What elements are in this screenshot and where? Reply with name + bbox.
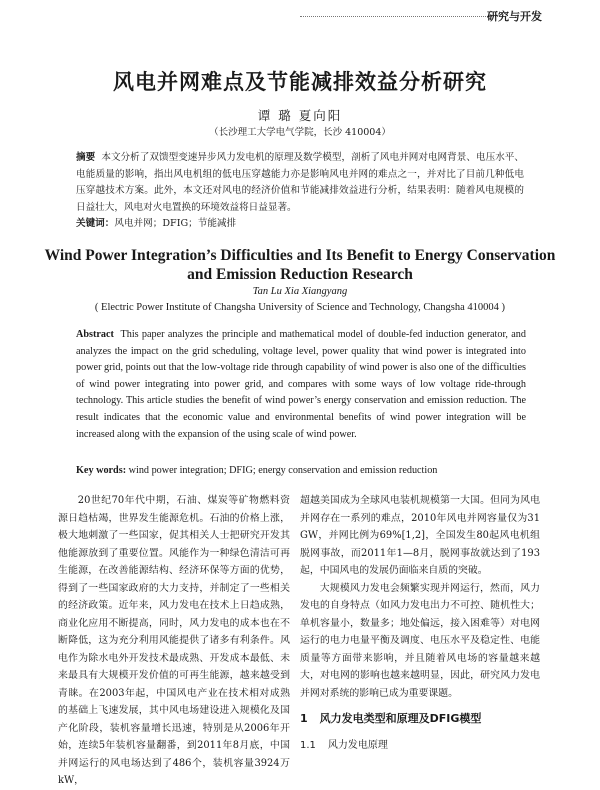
body-paragraph: 大规模风力发电会频繁实现并网运行，然而，风力发电的自身特点（如风力发电出力不可控、随机性大；单机容量小，数量多；地处偏远，接入困难等）对电网运行的电力电量平衡及调度、电压水平及稳定性、电能质量等方面带来影响，并且随着风电场的容量越来越大，对电网的影响也越来越明显，因此，研究风力发电并网对系统的影响已成为重要课题。 (300, 582, 540, 699)
abstract-en (76, 327, 526, 443)
keywords-en-text: wind power integration; DFIG; energy conservation and emission reduction (128, 465, 438, 476)
section-heading-1-1 (300, 736, 388, 751)
body-paragraph: 20世纪70年代中期，石油、煤炭等矿物燃料资源日趋枯竭，世界发生能源危机。石油的价格上涨，极大地刺激了一些国家，促其相关人士把研究开发其他能源放到了重要位置。风能作为一种绿色清洁可再生能源，在改善能源结构、经济环保等方面的优势，得到了一些国家政府的大力支持，并制定了一些相关的经济政策。近年来，风力发电在技术上日趋成熟，商业化应用不断提高，同时，风力发电的成本也在不断降低，这为充分利用风能提供了诸多有利条件。风电作为除水电外开发技术最成熟、开发成本最低、未来最具有大规模开发价值的可再生能源，越来越受到青睐。在2003年起，中国风电产业在技术相对成熟的基础上飞速发展，其中风电场建设进入规模化及国产化阶段，装机容量增长迅速，特别是从2006年开始，连续5年装机容量翻番，到2011年8月底，中国并网运行的风电场达到了486个，装机容量3924万kW， (58, 495, 290, 786)
title-cn: 风电并网难点及节能减排效益分析研究 (113, 70, 487, 94)
body-left-column (58, 492, 290, 790)
keywords-en (76, 465, 526, 476)
body-paragraph: 超越美国成为全球风电装机规模第一大国。但同为风电并网存在一系列的难点，2010年风电并网容量仅为31 GW，并网比例为69%[1,2]，全国发生80起风电机组脱网事故，而2011年1—8月，脱网事故就达到了193起，中国风电的发展仍面临来自质的突破。 (300, 495, 540, 576)
section-number: 1.1 (300, 740, 316, 751)
abstract-cn-label: 摘要 (76, 152, 96, 163)
affiliation-en: ( Electric Power Institute of Changsha University of Science and Technology, Changsha 410004 ) (94, 302, 506, 313)
section-label: 研究与开发 (487, 10, 542, 23)
body-right-column (300, 492, 540, 702)
section-number: 1 (300, 712, 308, 725)
section-heading-1 (300, 710, 481, 726)
abstract-en-label: Abstract (76, 329, 114, 340)
abstract-cn (76, 150, 524, 216)
abstract-cn-text: 本文分析了双馈型变速异步风力发电机的原理及数学模型，剖析了风电并网对电网背景、电压水平、电能质量的影响，指出风电机组的低电压穿越能力亦是影响风电并网的难点之一，并对比了目前几种低电压穿越技术方案。此外，本文还对风电的经济价值和节能减排效益进行分析，结果表明：随着风电规模的日益壮大，风电对火电置换的环境效益将日益显著。 (76, 152, 524, 213)
keywords-cn (76, 215, 524, 229)
authors-cn: 谭 璐 夏向阳 (257, 108, 343, 123)
keywords-en-label: Key words: (76, 465, 127, 476)
abstract-en-text: This paper analyzes the principle and mathematical model of double-fed induction generator, and analyzes the impact on the grid scheduling, voltage level, power quality that wind power is integrated into power grid, points out that the low-voltage ride through capability of wind power is also one of the difficulties of wind power integrating into power grid, and compares with some ways of low voltage ride-through technology. This article studies the benefit of wind power’s energy conservation and emission reduction. The result indicates that the economic value and environmental benefits of wind power integration will be increased along with the expansion of the using scale of wind power. (76, 329, 526, 440)
title-en: Wind Power Integration’s Difficulties and Its Benefit to Energy Conservation and Emission Reduction Research (44, 247, 556, 283)
running-header (0, 6, 600, 24)
header-rule (300, 16, 500, 17)
authors-en: Tan Lu Xia Xiangyang (252, 286, 348, 297)
section-title: 风力发电原理 (327, 740, 388, 751)
keywords-cn-text: 风电并网；DFIG；节能减排 (114, 218, 237, 229)
section-title: 风力发电类型和原理及DFIG模型 (319, 712, 482, 725)
affiliation-cn: （长沙理工大学电气学院，长沙 410004） (209, 127, 391, 138)
keywords-cn-label: 关键词： (76, 218, 115, 229)
